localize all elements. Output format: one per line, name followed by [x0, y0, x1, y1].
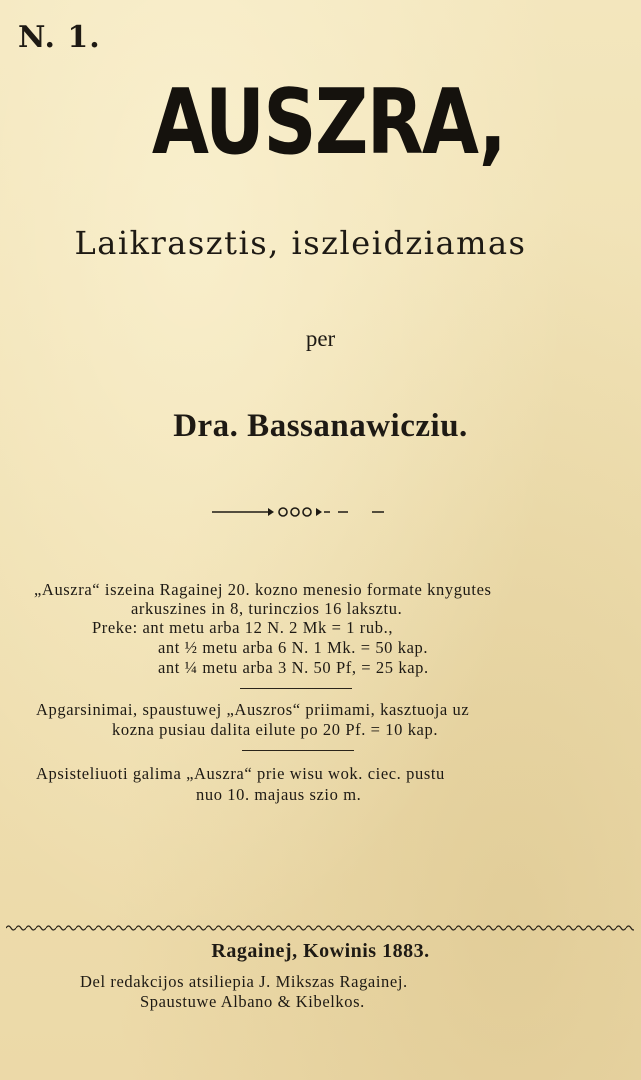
wavy-divider — [6, 922, 634, 934]
section-rule — [242, 750, 354, 751]
subscription-line-5: ant ¼ metu arba 3 N. 50 Pf, = 25 kap. — [158, 658, 429, 677]
subscription-line-2: arkuszines in 8, turinczios 16 laksztu. — [131, 599, 403, 618]
issue-number: N. 1. — [18, 20, 101, 55]
ordering-line-1: Apsisteliuoti galima „Auszra“ prie wisu wok. ciec. pustu — [36, 764, 445, 783]
subtitle: Laikrasztis, iszleidziamas — [74, 224, 527, 262]
advertising-line-1: Apgarsinimai, spaustuwej „Auszros“ priimami, kasztuoja uz — [36, 700, 470, 719]
masthead-title: AUSZRA, — [151, 70, 506, 175]
footer-line-1: Del redakcijos atsiliepia J. Mikszas Ragainej. — [80, 972, 408, 991]
by-line-per: per — [305, 326, 336, 351]
advertising-line-2: kozna pusiau dalita eilute po 20 Pf. = 10 kap. — [112, 720, 439, 739]
footer-line-2: Spaustuwe Albano & Kibelkos. — [140, 992, 365, 1011]
place-date: Ragainej, Kowinis 1883. — [211, 940, 430, 962]
editor-name: Dra. Bassanawicziu. — [173, 408, 468, 444]
section-rule — [240, 688, 352, 689]
subscription-line-4: ant ½ metu arba 6 N. 1 Mk. = 50 kap. — [158, 638, 429, 657]
subscription-line-1: „Auszra“ iszeina Ragainej 20. kozno menesio formate knygutes — [34, 580, 492, 599]
ordering-line-2: nuo 10. majaus szio m. — [196, 785, 362, 804]
subscription-line-3: Preke: ant metu arba 12 N. 2 Mk = 1 rub., — [92, 618, 394, 637]
ornament-divider — [0, 502, 641, 522]
